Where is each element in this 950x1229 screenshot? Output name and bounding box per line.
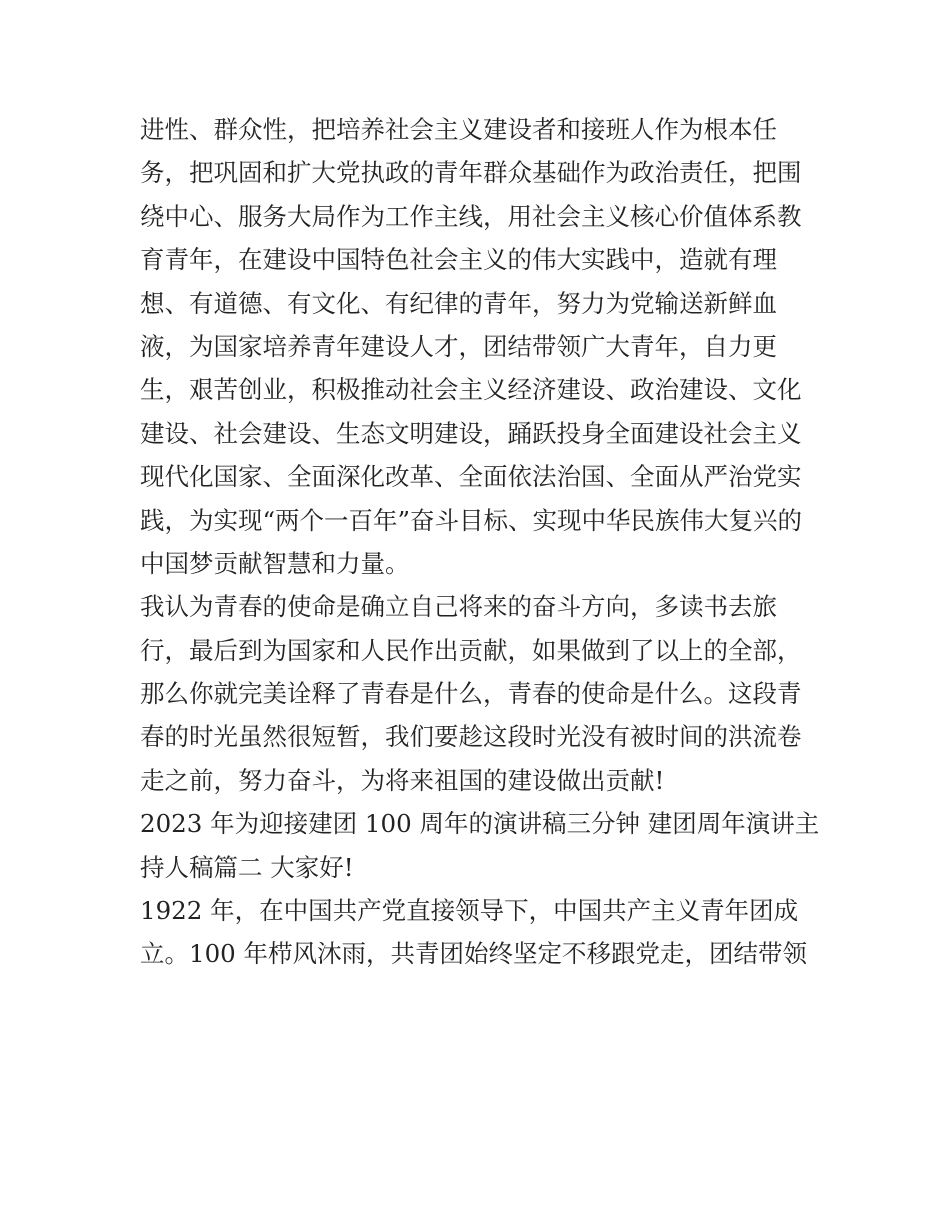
text-line: 2023 年为迎接建团 100 周年的演讲稿三分钟 建团周年演讲主 <box>140 809 820 839</box>
text-line: 1922 年，在中国共产党直接领导下，中国共产主义青年团成 <box>140 896 799 926</box>
text-line: 建设、社会建设、生态文明建设，踊跃投身全面建设社会主义 <box>140 418 802 448</box>
text-line: 绕中心、服务大局作为工作主线，用社会主义核心价值体系教 <box>140 201 802 231</box>
text-line: 行，最后到为国家和人民作出贡献，如果做到了以上的全部， <box>140 635 802 665</box>
text-line: 持人稿篇二 大家好! <box>140 852 354 882</box>
text-line: 立。100 年栉风沐雨，共青团始终坚定不移跟党走，团结带领 <box>140 939 808 969</box>
text-line: 生，艰苦创业，积极推动社会主义经济建设、政治建设、文化 <box>140 375 802 405</box>
text-line: 走之前，努力奋斗，为将来祖国的建设做出贡献! <box>140 765 665 795</box>
text-line: 务，把巩固和扩大党执政的青年群众基础作为政治责任，把围 <box>140 158 802 188</box>
text-line: 践，为实现“两个一百年”奋斗目标、实现中华民族伟大复兴的 <box>140 505 803 535</box>
text-line: 想、有道德、有文化、有纪律的青年，努力为党输送新鲜血 <box>140 288 777 318</box>
text-line: 进性、群众性，把培养社会主义建设者和接班人作为根本任 <box>140 115 777 144</box>
text-line: 液，为国家培养青年建设人才，团结带领广大青年，自力更 <box>140 331 777 361</box>
text-line: 现代化国家、全面深化改革、全面依法治国、全面从严治党实 <box>140 462 802 492</box>
text-line: 中国梦贡献智慧和力量。 <box>140 548 410 578</box>
document-body-text <box>140 108 830 976</box>
text-line: 那么你就完美诠释了青春是什么，青春的使命是什么。这段青 <box>140 679 802 709</box>
text-line: 我认为青春的使命是确立自己将来的奋斗方向，多读书去旅 <box>140 592 777 622</box>
text-line: 育青年，在建设中国特色社会主义的伟大实践中，造就有理 <box>140 245 777 275</box>
text-line: 春的时光虽然很短暂，我们要趁这段时光没有被时间的洪流卷 <box>140 722 802 752</box>
